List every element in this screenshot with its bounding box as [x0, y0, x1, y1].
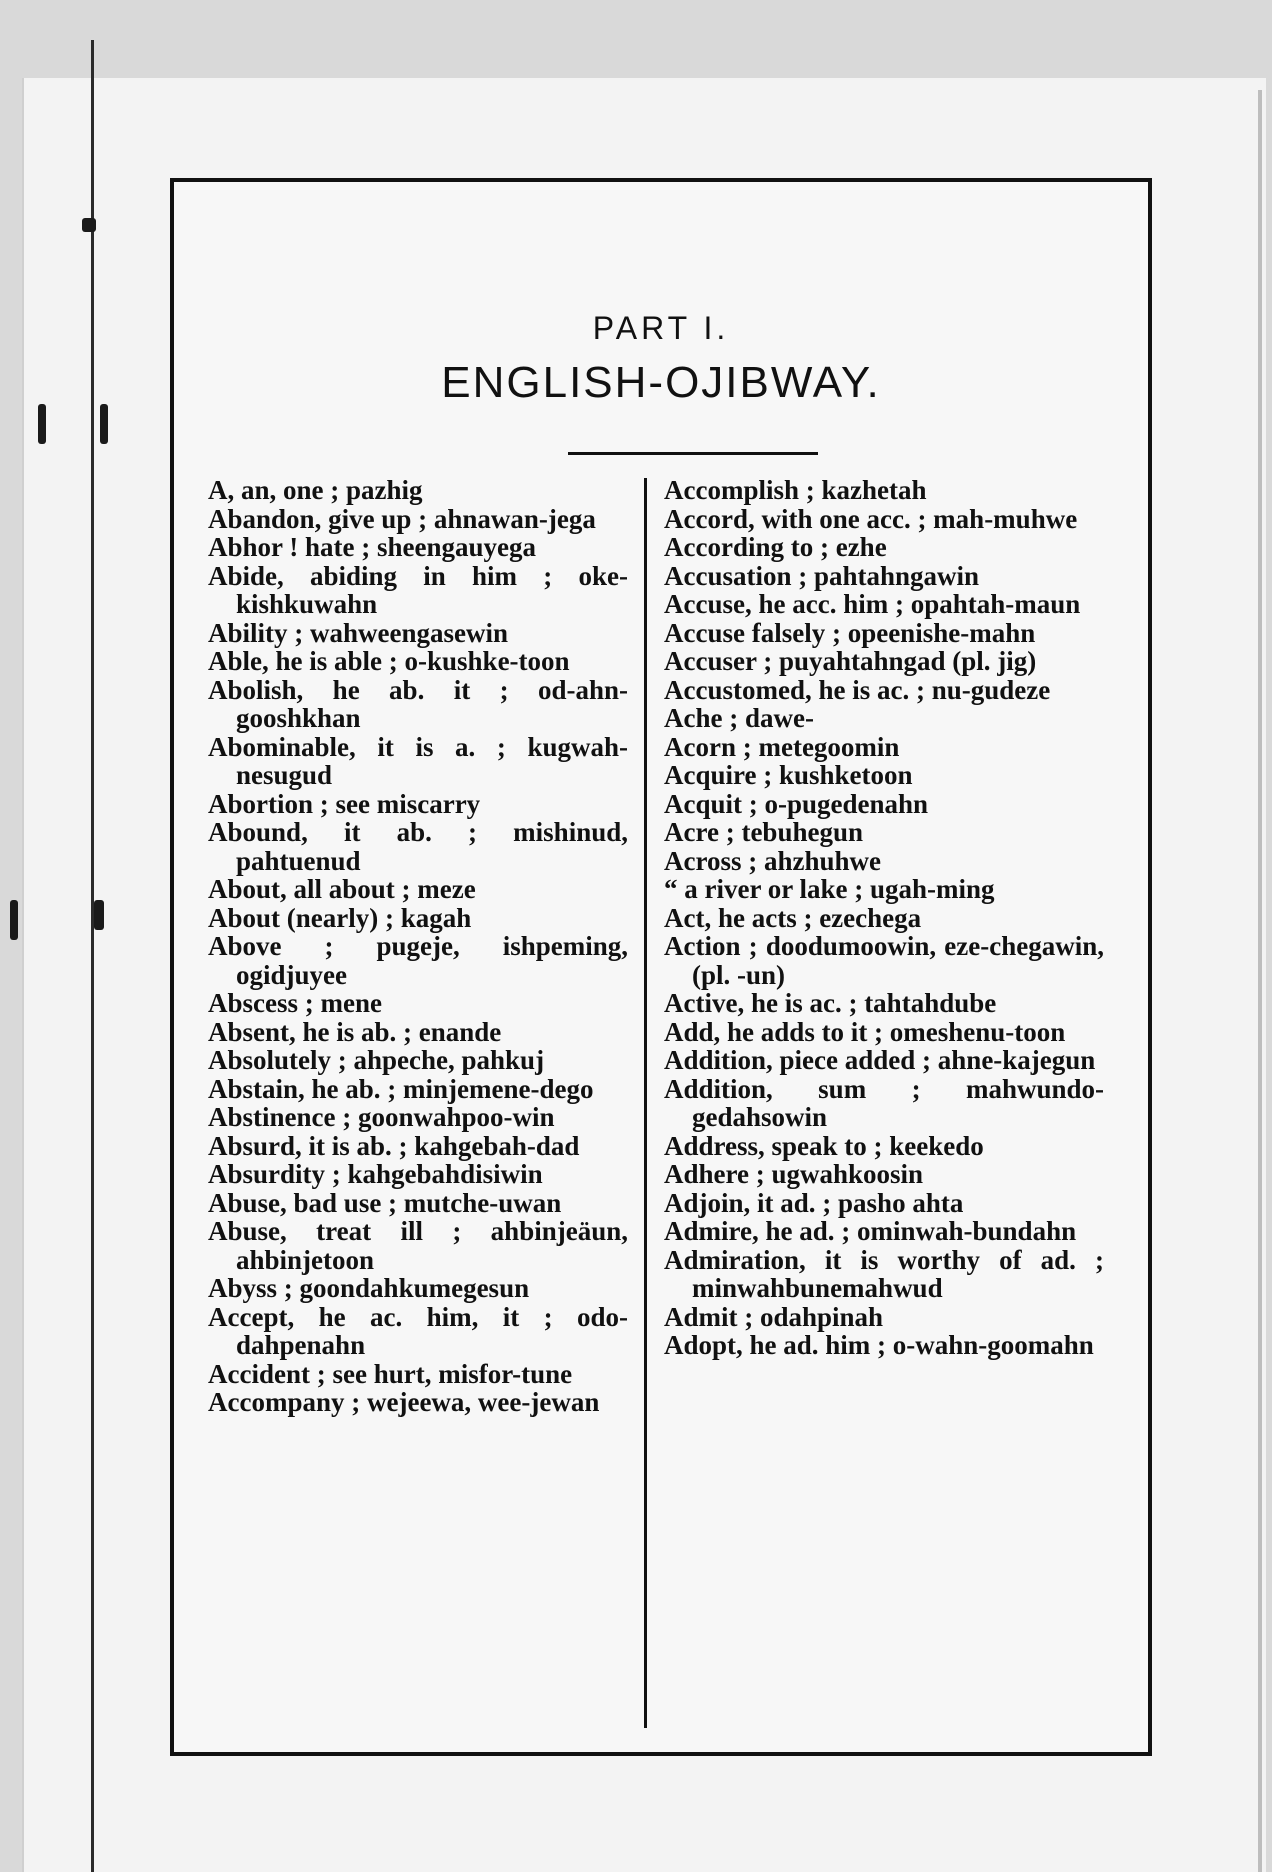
binding-stain-mark — [94, 900, 104, 930]
dictionary-entry: Accomplish ; kazhetah — [664, 475, 927, 505]
dictionary-entry: Absent, he is ab. ; enande — [208, 1016, 502, 1047]
dictionary-entry: Above ; pugeje, ishpeming, ogidjuyee — [208, 931, 628, 990]
page-title: ENGLISH-OJIBWAY. — [441, 358, 881, 407]
dictionary-entry: Abide, abiding in him ; oke-kishkuwahn — [208, 560, 628, 619]
dictionary-entry: Abstinence ; goonwahpoo-win — [208, 1102, 555, 1132]
dictionary-entry: Abscess ; mene — [208, 988, 382, 1018]
dictionary-entry: Accusation ; pahtahngawin — [664, 560, 980, 591]
binding-spine-line — [91, 40, 94, 1872]
binding-hole-mark — [82, 218, 96, 232]
dictionary-entry: Absurdity ; kahgebahdisiwin — [208, 1159, 543, 1189]
dictionary-entry: Accident ; see hurt, misfor-tune — [208, 1358, 573, 1389]
dictionary-entry: Ability ; wahweengasewin — [208, 617, 509, 648]
dictionary-entry: Abortion ; see miscarry — [208, 788, 481, 819]
dictionary-entry: Across ; ahzhuhwe — [664, 845, 882, 876]
binding-stain-mark — [10, 900, 18, 940]
dictionary-entry: Accuser ; puyahtahngad (pl. jig) — [664, 646, 1037, 676]
dictionary-entry: Absurd, it is ab. ; kahgebah-dad — [208, 1130, 580, 1161]
dictionary-entry: Accept, he ac. him, it ; odo-dahpenahn — [208, 1301, 628, 1360]
dictionary-entry: Abstain, he ab. ; minjemene-dego — [208, 1073, 594, 1104]
dictionary-entry: Addition, sum ; mahwundo-gedahsowin — [664, 1073, 1104, 1132]
dictionary-entry: Able, he is able ; o-kushke-toon — [208, 646, 570, 676]
dictionary-entry: Addition, piece added ; ahne-kajegun — [664, 1045, 1096, 1075]
dictionary-entry: Ache ; dawe- — [664, 703, 814, 733]
binding-clip-mark — [38, 404, 46, 444]
dictionary-entry: About, all about ; meze — [208, 874, 476, 904]
dictionary-entry: Adjoin, it ad. ; pasho ahta — [664, 1187, 964, 1218]
column-divider — [644, 478, 647, 1728]
dictionary-entry: Act, he acts ; ezechega — [664, 902, 922, 933]
dictionary-entry: Adhere ; ugwahkoosin — [664, 1159, 924, 1189]
dictionary-entry: Accuse, he acc. him ; opahtah-maun — [664, 589, 1081, 619]
dictionary-entry: Abound, it ab. ; mishinud, pahtuenud — [208, 817, 628, 876]
dictionary-entry: Admire, he ad. ; ominwah-bundahn — [664, 1216, 1077, 1246]
dictionary-entry: Action ; doodumoowin, eze-chegawin, (pl. -un) — [664, 931, 1104, 990]
dictionary-entry: Address, speak to ; keekedo — [664, 1130, 984, 1161]
dictionary-entry: Abhor ! hate ; sheengauyega — [208, 532, 537, 562]
page-edge — [1258, 90, 1262, 1872]
dictionary-entry: Adopt, he ad. him ; o-wahn-goomahn — [664, 1330, 1094, 1360]
dictionary-entry: Accuse falsely ; opeenishe-mahn — [664, 617, 1036, 648]
dictionary-entry: Acquit ; o-pugedenahn — [664, 788, 929, 819]
dictionary-entry: Admit ; odahpinah — [664, 1301, 884, 1332]
dictionary-entry: Abominable, it is a. ; kugwah-nesugud — [208, 731, 628, 790]
dictionary-entry: About (nearly) ; kagah — [208, 902, 472, 933]
dictionary-entry: Abolish, he ab. it ; od-ahn-gooshkhan — [208, 674, 628, 733]
dictionary-entry: Abyss ; goondahkumegesun — [208, 1273, 530, 1303]
dictionary-entry: Accompany ; wejeewa, wee-jewan — [208, 1387, 600, 1417]
dictionary-entry: Absolutely ; ahpeche, pahkuj — [208, 1045, 545, 1075]
dictionary-entry: Abuse, treat ill ; ahbinjeäun, ahbinjetoon — [208, 1216, 628, 1275]
left-column — [208, 476, 628, 1417]
dictionary-entry: A, an, one ; pazhig — [208, 475, 423, 505]
dictionary-entry: Acquire ; kushketoon — [664, 760, 913, 790]
dictionary-entry: Add, he adds to it ; omeshenu-toon — [664, 1016, 1066, 1047]
text-frame — [170, 178, 1152, 1756]
dictionary-entry: Accustomed, he is ac. ; nu-gudeze — [664, 674, 1051, 705]
dictionary-entry: According to ; ezhe — [664, 532, 887, 562]
dictionary-entry: Abuse, bad use ; mutche-uwan — [208, 1187, 562, 1218]
dictionary-entry: Abandon, give up ; ahnawan-jega — [208, 503, 596, 534]
dictionary-entry: Active, he is ac. ; tahtahdube — [664, 988, 997, 1018]
dictionary-entry: Admiration, it is worthy of ad. ; minwahbunemahwud — [664, 1244, 1104, 1303]
part-label: PART I. — [592, 310, 730, 346]
dictionary-entry: “ a river or lake ; ugah-ming — [664, 874, 995, 904]
dictionary-entry: Accord, with one acc. ; mah-muhwe — [664, 503, 1078, 534]
dictionary-entry: Acorn ; metegoomin — [664, 731, 900, 762]
dictionary-entry: Acre ; tebuhegun — [664, 817, 863, 847]
right-column — [664, 476, 1104, 1360]
title-rule — [568, 452, 818, 455]
binding-clip-mark — [100, 404, 108, 444]
